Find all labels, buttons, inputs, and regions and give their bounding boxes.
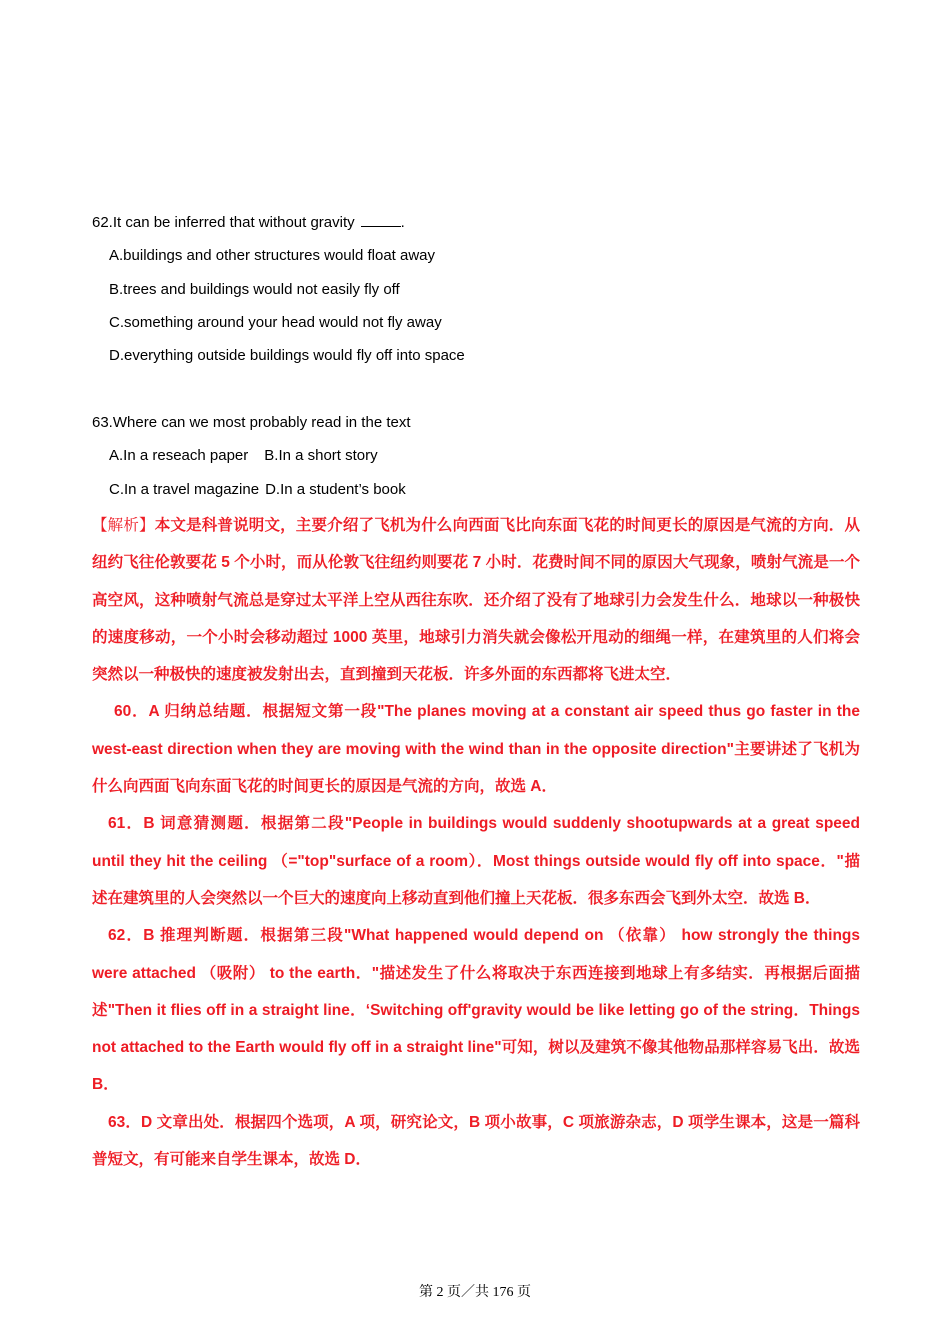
option-c: C.something around your head would not fly away: [109, 313, 442, 331]
question-62-stem: 62.It can be inferred that without gravity .: [92, 214, 405, 231]
option-a: A.buildings and other structures would float away: [109, 247, 436, 265]
option-d: D.In a student’s book: [265, 480, 406, 498]
analysis-answer-60: 60．A 归纳总结题．根据短文第一段"The planes moving at a constant air speed thus go faster in the west-east direction when they are moving with the wind than in the opposite direction"主要讲述了飞机为什么向西面飞向东面飞花的时间更长的原因是气流的方向，故选 A．: [92, 703, 860, 796]
question-63: [92, 406, 872, 506]
analysis-intro: 【解析】本文是科普说明文，主要介绍了飞机为什么向西面飞比向东面飞花的时间更长的原因是气流的方向．从纽约飞往伦敦要花 5 个小时，而从伦敦飞往纽约则要花 7 小时．花费时间不同的原因大气现象，喷射气流是一个高空风，这种喷射气流总是穿过太平洋上空从西往东吹．还介绍了没有了地球引力会发生什么．地球以一种极快的速度移动，一个小时会移动超过 1000 英里，地球引力消失就会像松开甩动的细绳一样，在建筑里的人们将会突然以一种极快的速度被发射出去，直到撞到天花板．许多外面的东西都将飞进太空．: [92, 517, 860, 684]
page-footer: 第 2 页／共 176 页: [419, 1285, 531, 1300]
options-row-1: [92, 439, 872, 472]
answer-analysis: [92, 507, 860, 1178]
option-b: B.trees and buildings would not easily fly off: [109, 280, 400, 298]
answer-blank: [361, 212, 401, 227]
analysis-answer-63: 63．D 文章出处．根据四个选项，A 项，研究论文，B 项小故事，C 项旅游杂志，D 项学生课本，这是一篇科普短文，有可能来自学生课本，故选 D．: [92, 1113, 860, 1169]
option-d: D.everything outside buildings would fly off into space: [109, 347, 465, 365]
options-row-2: [92, 473, 872, 506]
option-b: B.In a short story: [264, 447, 378, 465]
option-a: A.In a reseach paper: [109, 447, 249, 465]
analysis-answer-62: 62．B 推理判断题．根据第三段"What happened would depend on （依靠） how strongly the things were attached （吸附） to the earth．"描述发生了什么将取决于东西连接到地球上有多结实．再根据后面描述"Then it flies off in a straight line．‘Switching off'gravity would be like letting go of the string．Things not attached to the Earth would fly off in a straight line"可知，树以及建筑不像其他物品那样容易飞出．故选 B．: [92, 927, 860, 1094]
question-62: [92, 206, 872, 372]
blank-period: .: [400, 214, 405, 231]
analysis-answer-61: 61．B 词意猜测题．根据第二段"People in buildings would suddenly shootupwards at a great speed until they hit the ceiling （="top"surface of a room）．Most things outside would fly off into space．"描述在建筑里的人会突然以一个巨大的速度向上移动直到他们撞上天花板．很多东西会飞到外太空．故选 B．: [92, 815, 860, 907]
analysis-tag: 【解析】: [92, 517, 155, 534]
question-63-stem: 63.Where can we most probably read in the text: [92, 414, 411, 431]
option-c: C.In a travel magazine: [109, 480, 260, 498]
